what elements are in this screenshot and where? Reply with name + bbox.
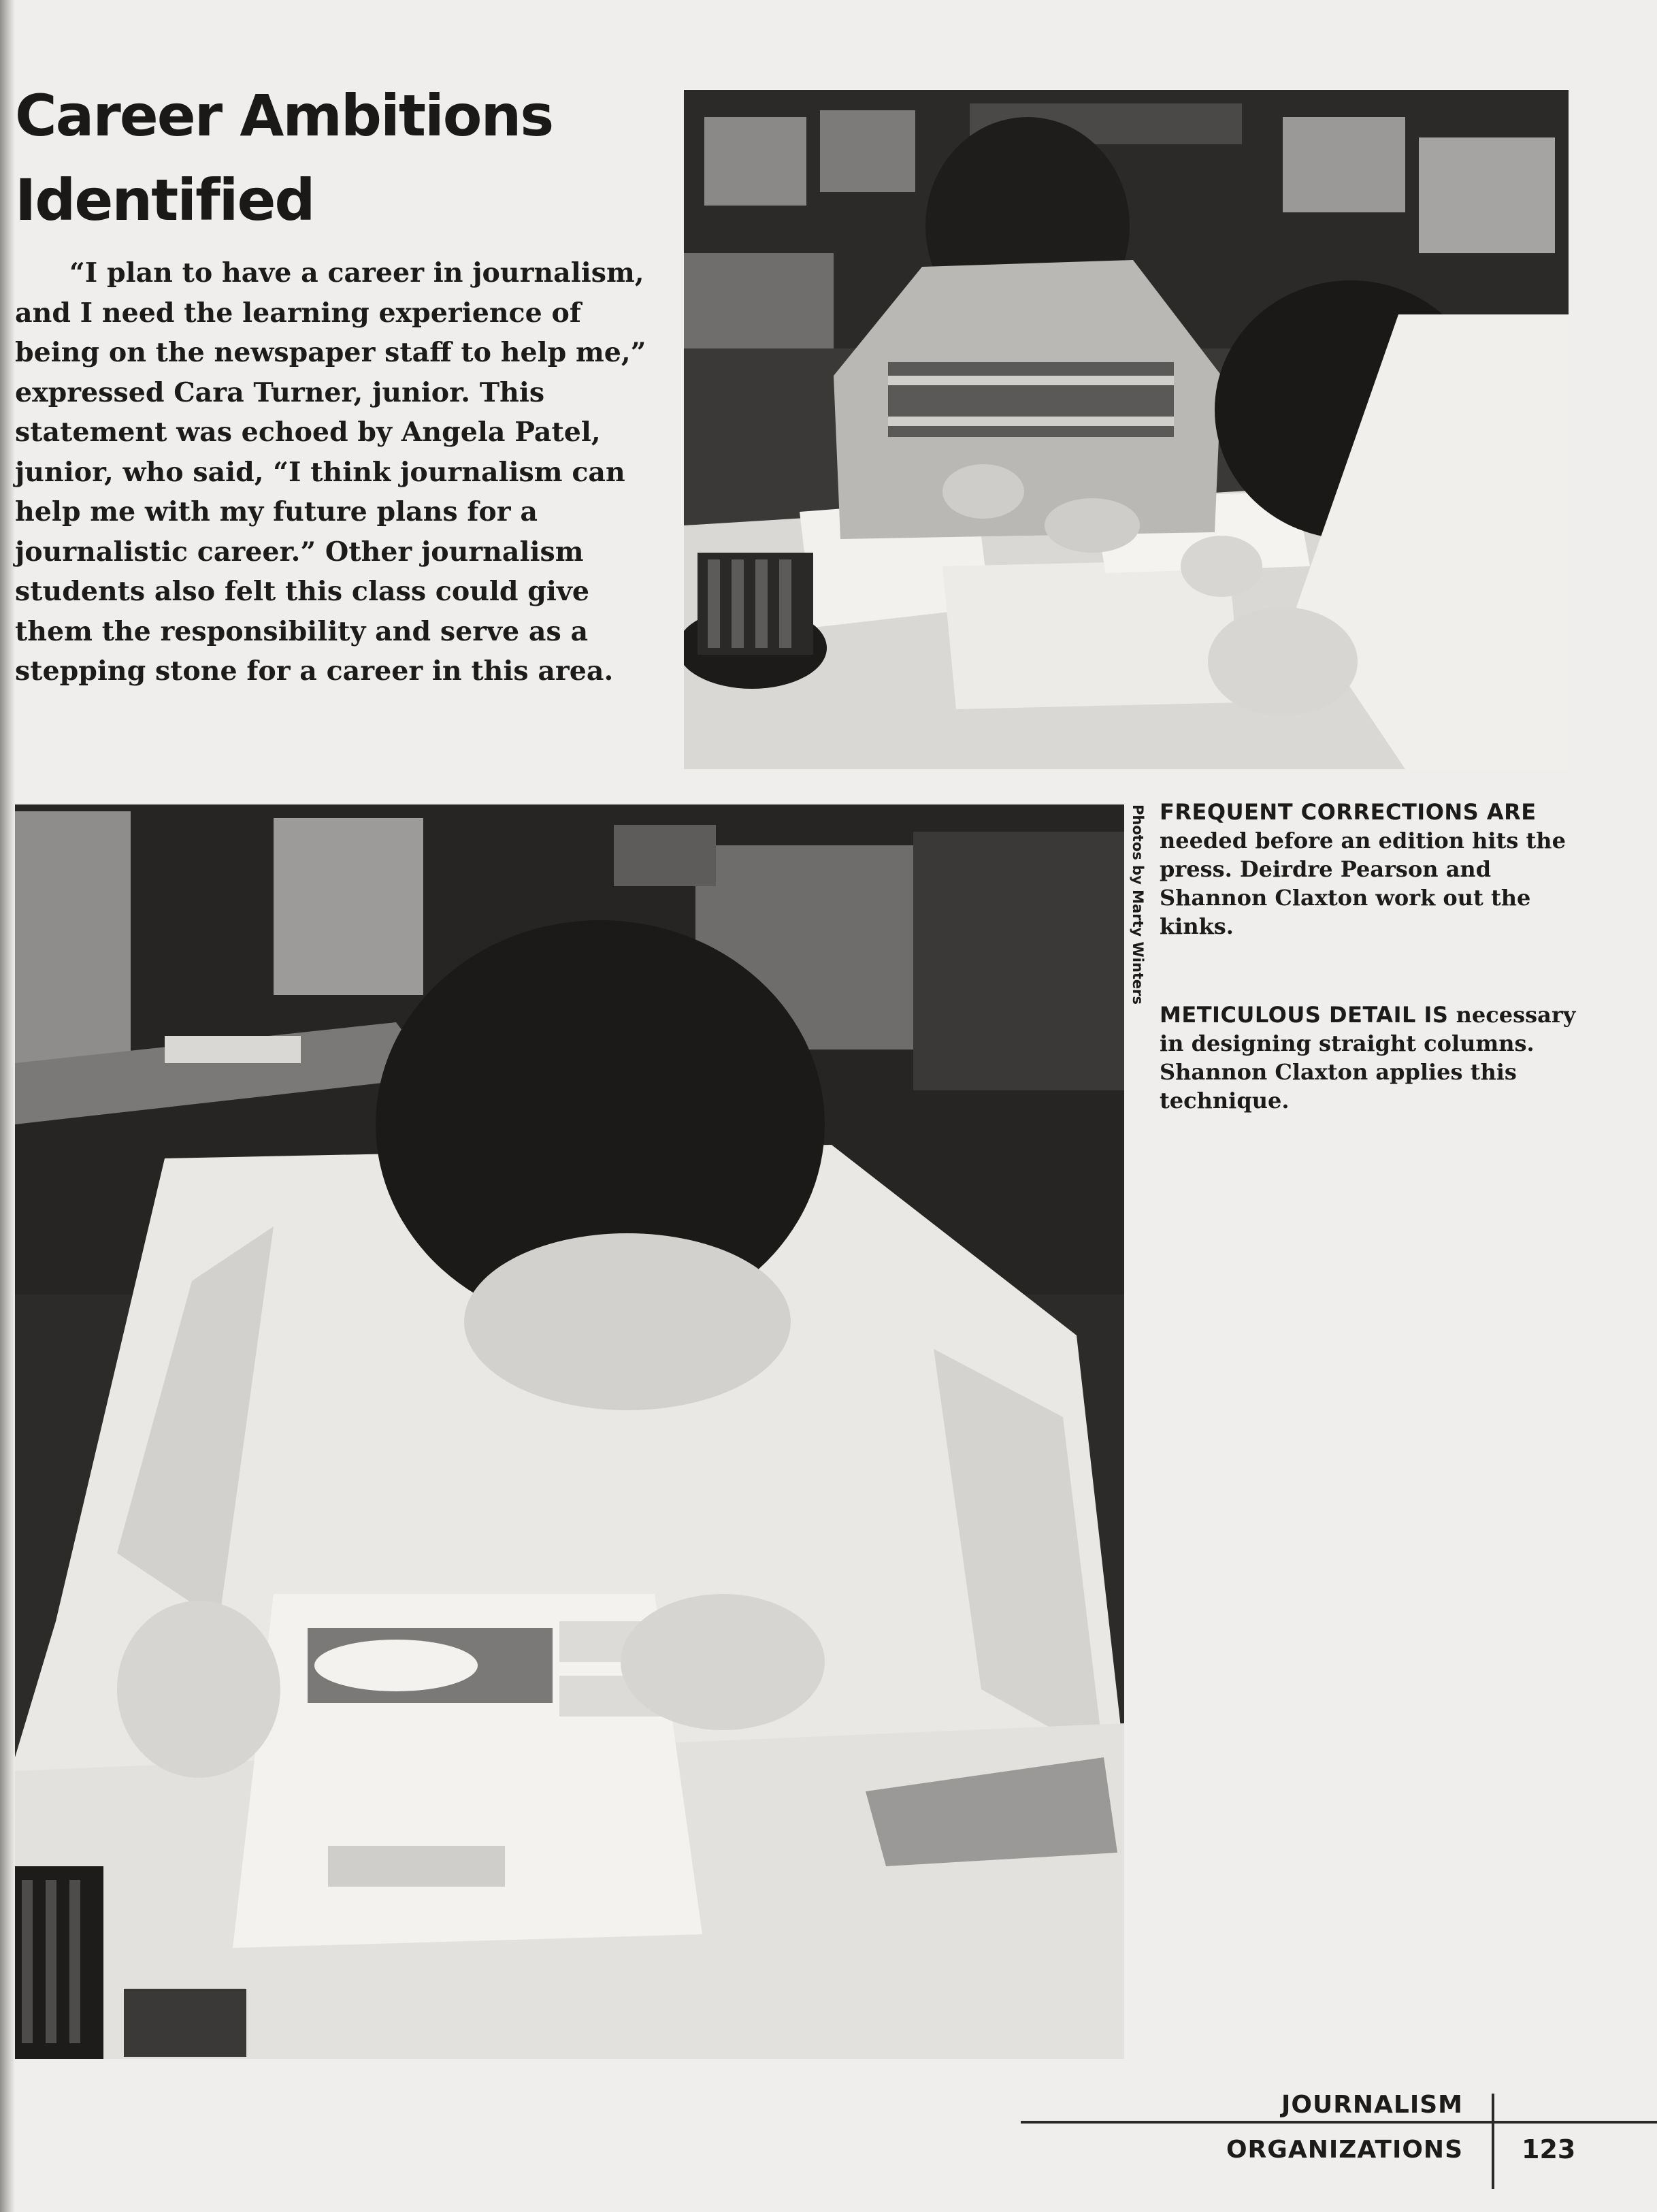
footer-rule: [1021, 2121, 1657, 2124]
binding-shadow: [0, 0, 15, 2212]
caption-detail: [1160, 1001, 1581, 1115]
caption-detail-lead: METICULOUS DETAIL IS: [1160, 1002, 1449, 1028]
caption-detail-text: necessary in designing straight columns. Shannon Claxton applies this technique.: [1160, 1002, 1576, 1113]
photo-corrections-image: [684, 90, 1569, 769]
photo-layout-image: [15, 804, 1124, 2059]
article-body: “I plan to have a career in journalism, and I need the learning experience of being on the newspaper staff to help me,” expressed Cara Turner, junior. This statement was echoed by Angela Patel, junior, who said, “I think journalism can help me with my future plans for a journalistic career.” Other journalism students also felt this class could give them the responsibility and serve as a stepping stone for a career in this area.: [15, 257, 646, 687]
footer-divider: [1492, 2094, 1494, 2189]
caption-corrections: [1160, 798, 1581, 941]
article-headline: Career Ambitions Identified: [15, 82, 553, 233]
photo-credit: Photos by Marty Winters: [1130, 804, 1146, 1005]
footer-section-organizations: ORGANIZATIONS: [1226, 2136, 1463, 2164]
page-number: 123: [1522, 2134, 1576, 2164]
photo-corrections: [684, 90, 1569, 769]
caption-corrections-lead: FREQUENT CORRECTIONS ARE: [1160, 799, 1537, 825]
footer-section-journalism: JOURNALISM: [1281, 2091, 1463, 2119]
caption-corrections-text: needed before an edition hits the press. Deirdre Pearson and Shannon Claxton work out the kinks.: [1160, 828, 1566, 939]
photo-layout: [15, 804, 1124, 2059]
